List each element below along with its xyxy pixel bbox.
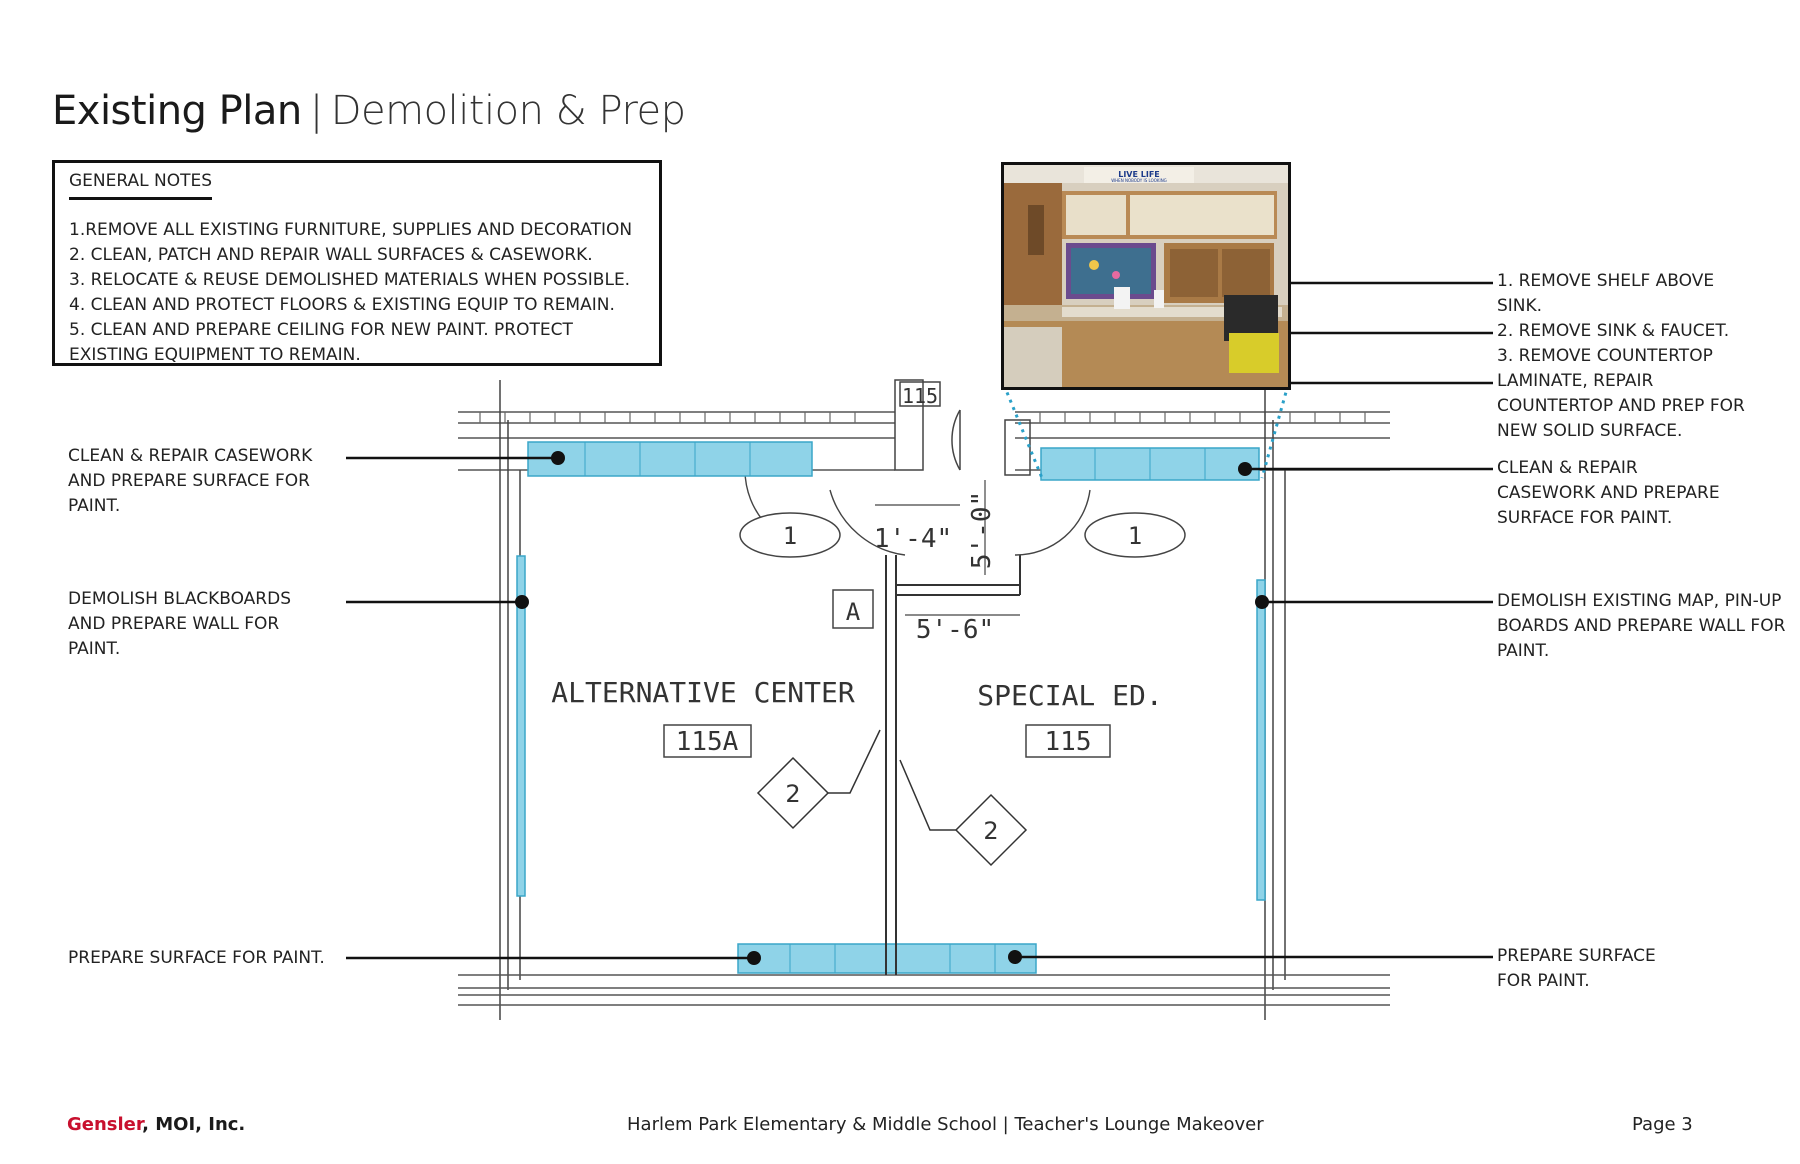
keynote-leader-left xyxy=(828,730,880,793)
door-bubble-right-label: 1 xyxy=(1127,522,1143,550)
callout-right-casework: CLEAN & REPAIR CASEWORK AND PREPARE SURFACE FOR PAINT. xyxy=(1497,458,1720,528)
general-note-3: 3. RELOCATE & REUSE DEMOLISHED MATERIALS WHEN POSSIBLE. xyxy=(69,270,631,290)
general-note-1: 1.REMOVE ALL EXISTING FURNITURE, SUPPLIES AND DECORATION xyxy=(69,220,633,240)
general-note-5: 5. CLEAN AND PREPARE CEILING FOR NEW PAINT. PROTECT EXISTING EQUIPMENT TO REMAIN. xyxy=(69,320,573,365)
keynote-leader-right xyxy=(900,760,956,830)
general-notes-heading: GENERAL NOTES xyxy=(69,171,212,200)
footer-brand-rest: , MOI, Inc. xyxy=(142,1114,246,1135)
highlight-casework-left xyxy=(528,442,812,476)
highlight-wall-right xyxy=(1257,580,1265,900)
footer-page-number: Page 3 xyxy=(1632,1114,1693,1135)
keynote-right: 2 xyxy=(983,817,999,845)
photo-banner: LIVE LIFE xyxy=(1118,170,1160,179)
callout-left-blackboards: DEMOLISH BLACKBOARDS AND PREPARE WALL FOR PAINT. xyxy=(68,589,291,659)
room-right-name: SPECIAL ED. xyxy=(977,679,1163,712)
footer-project: Harlem Park Elementary & Middle School | Teacher's Lounge Makeover xyxy=(627,1114,1264,1135)
sink-photo-illustration xyxy=(1004,165,1288,387)
title-separator: | xyxy=(309,88,323,134)
photo-note-3: 3. REMOVE COUNTERTOP LAMINATE, REPAIR COUNTERTOP AND PREP FOR NEW SOLID SURFACE. xyxy=(1497,346,1745,441)
general-note-2: 2. CLEAN, PATCH AND REPAIR WALL SURFACES & CASEWORK. xyxy=(69,245,593,265)
dimension-3-label: 5'-6" xyxy=(915,615,995,645)
photo-note-2: 2. REMOVE SINK & FAUCET. xyxy=(1497,321,1730,341)
door-bubble-left-label: 1 xyxy=(782,522,798,550)
callout-right-map: DEMOLISH EXISTING MAP, PIN-UP BOARDS AND PREPARE WALL FOR PAINT. xyxy=(1497,591,1786,661)
photo-note-1: 1. REMOVE SHELF ABOVE SINK. xyxy=(1497,271,1715,316)
callout-right-paint: PREPARE SURFACE FOR PAINT. xyxy=(1497,946,1656,991)
title-main: Existing Plan xyxy=(52,88,302,134)
door-tag: 115 xyxy=(901,384,939,408)
bottom-wall xyxy=(458,975,1390,1005)
keynote-left: 2 xyxy=(785,780,801,808)
dimension-1-label: 1'-4" xyxy=(873,524,953,554)
room-right-number: 115 xyxy=(1044,727,1092,757)
callout-left-paint: PREPARE SURFACE FOR PAINT. xyxy=(68,948,325,968)
room-left-number: 115A xyxy=(675,727,739,757)
section-tag: A xyxy=(845,598,861,626)
room-left-name: ALTERNATIVE CENTER xyxy=(551,676,855,709)
photo-banner-sub: WHEN NOBODY IS LOOKING xyxy=(1111,178,1167,183)
footer-brand-gensler: Gensler xyxy=(67,1114,143,1135)
dimension-2-label: 5'-0" xyxy=(967,490,997,570)
general-note-4: 4. CLEAN AND PROTECT FLOORS & EXISTING EQUIP TO REMAIN. xyxy=(69,295,615,315)
existing-sink-photo xyxy=(1001,162,1291,390)
callout-left-casework: CLEAN & REPAIR CASEWORK AND PREPARE SURFACE FOR PAINT. xyxy=(68,446,313,516)
footer-brand xyxy=(67,1114,245,1135)
title-subtitle: Demolition & Prep xyxy=(330,88,686,134)
